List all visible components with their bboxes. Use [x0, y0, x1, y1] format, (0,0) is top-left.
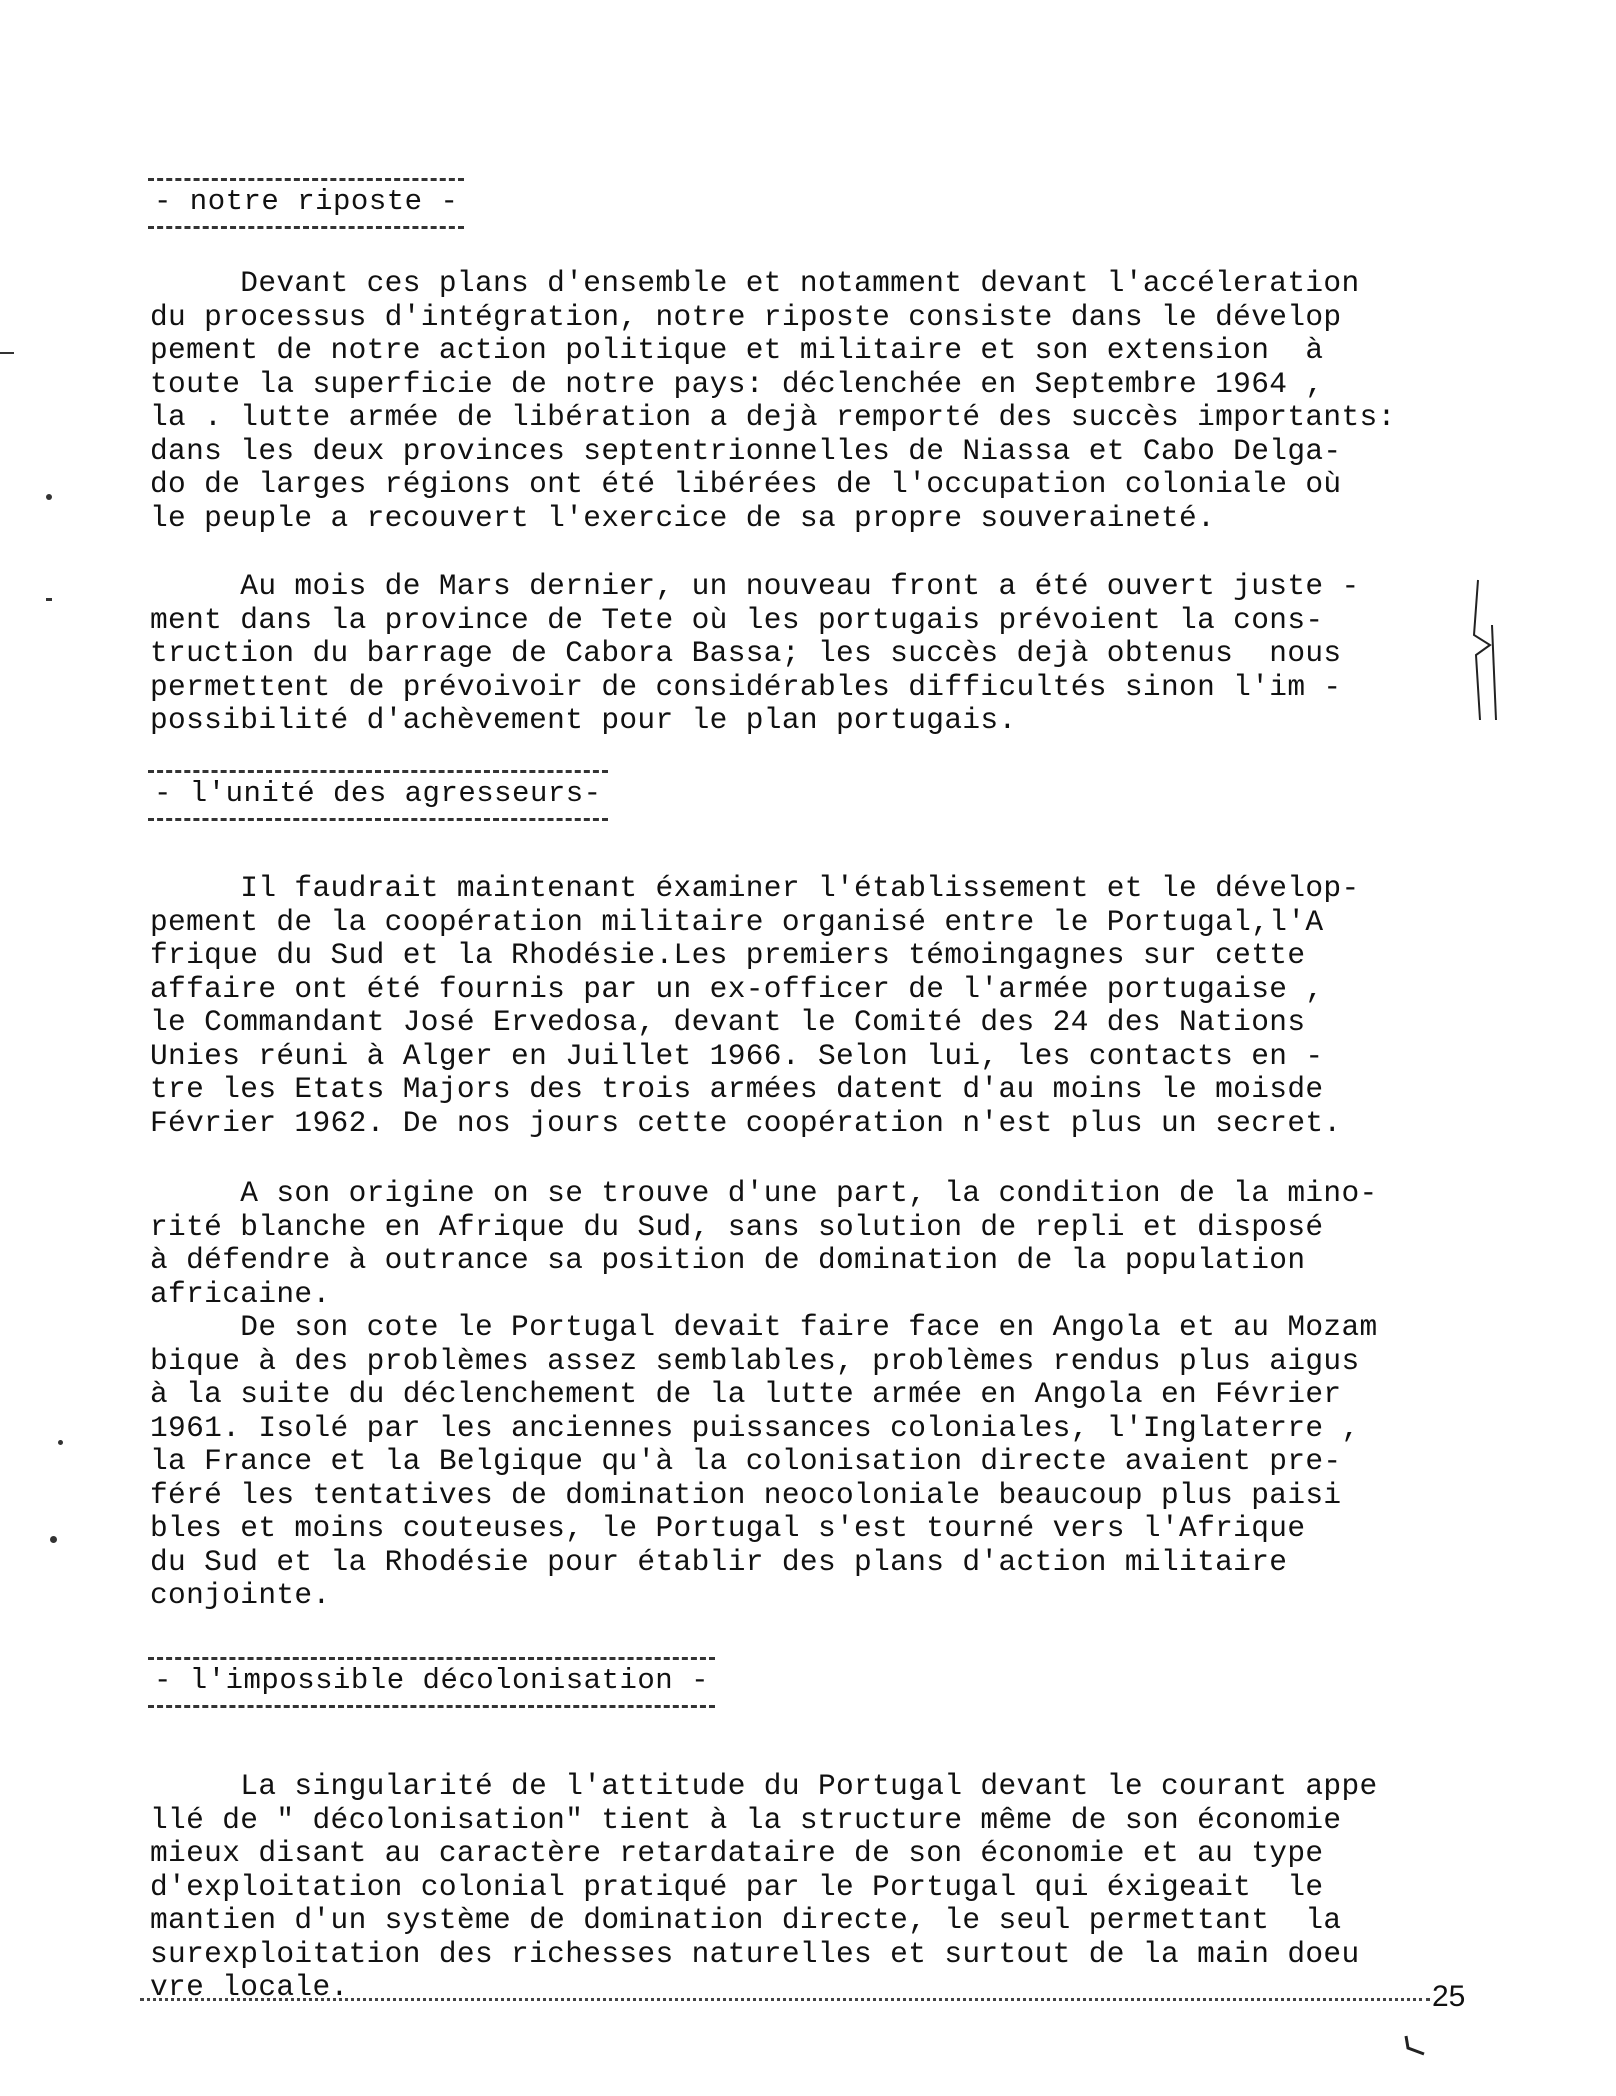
margin-dot [58, 1440, 63, 1445]
paragraph-unite-2: A son origine on se trouve d'une part, la condition de la mino- rité blanche en Afrique du Sud, sans solution de repli et disposé à défendre à outrance sa position de domination de la population africaine. De son cote le Portugal devait faire face en Angola et au Mozam bique à des problèmes assez semblables, problèmes rendus plus aigus à la suite du déclenchement de la lutte armée en Angola en Février 1961. Isolé par les anciennes puissances coloniales, l'Inglaterre , la France et la Belgique qu'à la colonisation directe avaient pre- féré les tentatives de domination neocoloniale beaucoup plus paisi bles et moins couteuses, le Portugal s'est tourné vers l'Afrique du Sud et la Rhodésie pour établir des plans d'action militaire conjointe. [150, 1176, 1378, 1612]
margin-mark [0, 352, 14, 354]
paragraph-riposte-2: Au mois de Mars dernier, un nouveau front a été ouvert juste - ment dans la province de Tete où les portugais prévoient la cons- truction du barrage de Cabora Bassa; les succès dejà obtenus nous permettent de prévoivoir de considérables difficultés sinon l'im - possibilité d'achèvement pour le plan portugais. [150, 569, 1360, 737]
handwritten-bracket-mark [1470, 575, 1500, 725]
page-number: 25 [1432, 1980, 1466, 2013]
margin-dot [50, 1536, 57, 1543]
margin-dot [46, 494, 52, 500]
section-heading-decolonisation: - l'impossible décolonisation - [148, 1657, 715, 1708]
section-heading-riposte: - notre riposte - [148, 178, 464, 229]
paragraph-riposte-1: Devant ces plans d'ensemble et notamment devant l'accéleration du processus d'intégration, notre riposte consiste dans le dévelop pement de notre action politique et militaire et son extension à toute la superficie de notre pays: déclenchée en Septembre 1964 , la . lutte armée de libération a dejà remporté des succès importants: dans les deux provinces septentrionnelles de Niassa et Cabo Delga- do de larges régions ont été libérées de l'occupation coloniale où le peuple a recouvert l'exercice de sa propre souveraineté. [150, 266, 1396, 535]
margin-dot [46, 598, 52, 601]
paragraph-decolonisation-1: La singularité de l'attitude du Portugal devant le courant appe llé de " décolonisation" tient à la structure même de son économie mieux disant au caractère retardataire de son économie et au type d'exploitation colonial pratiqué par le Portugal qui éxigeait le mantien d'un système de domination directe, le seul permettant la surexploitation des richesses naturelles et surtout de la main doeu vre locale. [150, 1769, 1378, 2004]
pen-mark [1400, 2030, 1430, 2060]
footer-rule [140, 1998, 1430, 2001]
paragraph-unite-1: Il faudrait maintenant éxaminer l'établissement et le dévelop- pement de la coopération militaire organisé entre le Portugal,l'A frique du Sud et la Rhodésie.Les premiers témoingagnes sur cette affaire ont été fournis par un ex-officer de l'armée portugaise , le Commandant José Ervedosa, devant le Comité des 24 des Nations Unies réuni à Alger en Juillet 1966. Selon lui, les contacts en - tre les Etats Majors des trois armées datent d'au moins le moisde Février 1962. De nos jours cette coopération n'est plus un secret. [150, 871, 1360, 1140]
section-heading-unite: - l'unité des agresseurs- [148, 770, 608, 821]
